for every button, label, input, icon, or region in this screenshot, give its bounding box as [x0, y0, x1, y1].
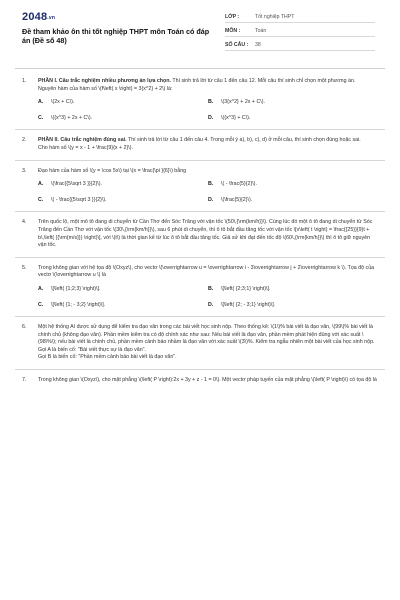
- meta-row-subject: [225, 26, 375, 37]
- page-title: Đề tham khảo ôn thi tốt nghiệp THPT môn Toán có đáp án (Đề số 48): [22, 27, 210, 45]
- question-4: [22, 219, 378, 249]
- option-label: D.: [208, 114, 214, 121]
- question-body: [38, 377, 378, 385]
- option-text: \(\frac{{5\sqrt 3 }}{2}\).: [51, 181, 102, 188]
- section-heading: PHẦN II. Câu trắc nghiệm đúng sai.: [38, 137, 127, 144]
- option-d[interactable]: [208, 302, 378, 310]
- question-body: [38, 78, 378, 122]
- logo-main: 2048: [22, 11, 48, 23]
- option-text: \[\left( {2;3;1} \right)\].: [221, 285, 271, 292]
- question-divider: [15, 257, 385, 258]
- option-text: \( - \frac{5}{2}\).: [221, 181, 257, 188]
- question-body: [38, 168, 378, 205]
- logo-tld: .vn: [47, 15, 56, 21]
- option-label: A.: [38, 99, 44, 106]
- option-a[interactable]: [38, 286, 208, 294]
- meta-value: Tốt nghiệp THPT: [255, 14, 295, 20]
- option-text: \[\left( {2; - 3;1} \right)\].: [221, 301, 276, 308]
- question-text: Thí sinh trả lời từ câu 1 đến câu 4. Trong mỗi ý a), b), c), d) ở mỗi câu, thí sinh chọn đúng hoặc sai.: [126, 137, 361, 144]
- question-number: 7.: [22, 377, 27, 384]
- question-6: [22, 324, 378, 362]
- question-body: [38, 219, 378, 249]
- meta-value: Toán: [255, 28, 267, 34]
- option-c[interactable]: [38, 115, 208, 123]
- header-divider: [15, 68, 385, 69]
- question-number: 6.: [22, 324, 27, 331]
- option-label: C.: [38, 301, 44, 308]
- question-5: [22, 265, 378, 309]
- question-body: [38, 324, 378, 362]
- option-d[interactable]: [208, 197, 378, 205]
- option-text: \[\left( {1;2;3} \right)\].: [51, 285, 101, 292]
- option-label: D.: [208, 196, 214, 203]
- question-text-2: Gọi A là biến cố: "Bài viết thực sự là đạo văn".: [38, 346, 147, 353]
- option-label: B.: [208, 285, 214, 292]
- option-c[interactable]: [38, 197, 208, 205]
- header: [0, 0, 400, 62]
- question-number: 5.: [22, 264, 27, 271]
- option-c[interactable]: [38, 302, 208, 310]
- option-label: A.: [38, 181, 44, 188]
- question-2: [22, 137, 378, 152]
- option-label: C.: [38, 114, 44, 121]
- meta-row-class: [225, 12, 375, 23]
- option-b[interactable]: [208, 181, 378, 189]
- option-text: \( - \frac{{5\sqrt 3 }}{2}\).: [51, 196, 107, 203]
- question-number: 3.: [22, 167, 27, 174]
- meta-row-count: [225, 40, 375, 51]
- question-7: [22, 377, 378, 385]
- question-number: 4.: [22, 219, 27, 226]
- option-text: \(2x + C\).: [51, 99, 75, 106]
- question-body: [38, 265, 378, 309]
- question-divider: [15, 129, 385, 130]
- meta-info: [225, 12, 375, 54]
- question-text: Thí sinh trả lời từ câu 1 đến câu 12. Mỗi câu thí sinh chỉ chọn một phương án.: [170, 78, 356, 84]
- option-text: \(\frac{5}{2}\).: [221, 196, 253, 203]
- question-1: [22, 78, 378, 122]
- question-number: 2.: [22, 137, 27, 144]
- options: [38, 286, 378, 309]
- meta-label: LỚP :: [225, 14, 240, 20]
- question-text-3: Gọi B là biến cố: "Phần mềm cảnh báo bài viết là đạo văn".: [38, 354, 177, 361]
- question-3: [22, 168, 378, 205]
- question-divider: [15, 211, 385, 212]
- option-label: B.: [208, 99, 214, 106]
- option-a[interactable]: [38, 181, 208, 189]
- option-text: \(3{x^2} + 2x + C\).: [221, 99, 265, 106]
- question-text: Trên quốc lộ, một mô tô đang di chuyển từ Cần Thơ đến Sóc Trăng với vận tốc \(50\,{\rm{km/h}}\). Cùng lúc đó một ô tô đang di chuyển từ Sóc Trăng đến Cần Thơ với vận tốc \(30\,{\rm{km/h}}\), sau 6 phút di chuyển, thì ô tô bắt đầu tăng tốc với vận tốc \[v\left( t \right) = \frac{{25}}{9}t + b\,\left( {{\rm{m/s}}} \right)\], với \(t\) là thời gian kể từ lúc ô tô bắt đầu tăng tốc. Giả sử khi đạt đến tốc độ \(60\,{\rm{km/h}}\) thì ô tô giữ nguyên vận tốc.: [38, 219, 373, 249]
- site-logo[interactable]: [22, 11, 55, 23]
- question-number: 1.: [22, 78, 27, 84]
- option-d[interactable]: [208, 115, 378, 123]
- option-b[interactable]: [208, 99, 378, 107]
- meta-label: SỐ CÂU :: [225, 42, 249, 48]
- option-label: B.: [208, 181, 214, 188]
- option-label: A.: [38, 285, 44, 292]
- question-divider: [15, 160, 385, 161]
- option-label: C.: [38, 196, 44, 203]
- question-list: [0, 78, 400, 385]
- meta-label: MÔN :: [225, 28, 241, 34]
- option-text: \[\left( {1; - 3;2} \right)\].: [51, 301, 106, 308]
- question-body: [38, 137, 378, 152]
- option-label: D.: [208, 301, 214, 308]
- question-divider: [15, 369, 385, 370]
- question-text: Đạo hàm của hàm số \(y = \cos 5x\) tại \(x = \frac{\pi }{6}\) bằng: [38, 167, 187, 174]
- question-text: Trong không gian \(Oxyz\), cho mặt phẳng \(\left( P \right):2x + 3y + z - 1 = 0\). Một vectơ pháp tuyến của mặt phẳng \(\left( P \right)\) có tọa độ là: [38, 377, 377, 384]
- question-text-2: Cho hàm số \(y = x - 1 + \frac{9}{x + 2}\).: [38, 144, 133, 151]
- meta-value: 38: [255, 42, 261, 48]
- options: [38, 99, 378, 122]
- option-b[interactable]: [208, 286, 378, 294]
- question-text: Một hệ thống AI được sử dụng để kiểm tra đạo văn trong các bài viết học sinh nộp. Theo thống kê: \(1\)% bài viết là đạo văn, \(99\)% bài viết là chính chủ (không đạo văn). Phần mềm kiểm tra có độ chính xác như sau: Nếu bài viết là đạo văn, phần mềm phát hiện đúng với xác suất \(98\%\); nếu bài viết là chính chủ, phần mềm cảnh báo nhầm là đạo văn với xác suất \(3\)%. Kiểm tra ngẫu nhiên một bài viết của học sinh nộp.: [38, 324, 375, 346]
- options: [38, 181, 378, 204]
- section-heading: PHẦN I. Câu trắc nghiệm nhiều phương án lựa chọn.: [38, 78, 171, 84]
- option-text: \({x^3} + C\).: [221, 114, 251, 121]
- question-text: Trong không gian với hệ tọa độ \(Oxyz\), cho vectơ \(\overrightarrow u = \overrightarrow i - 3\overrightarrow j + 2\overrightarrow k \). Tọa độ của vectơ \(\overrightarrow u \) là: [38, 264, 375, 279]
- option-text: \({x^3} + 2x + C\).: [51, 114, 93, 121]
- question-text-2: Nguyên hàm của hàm số \(f\left( x \right) = 3{x^2} + 2\) là:: [38, 85, 173, 92]
- option-a[interactable]: [38, 99, 208, 107]
- question-divider: [15, 316, 385, 317]
